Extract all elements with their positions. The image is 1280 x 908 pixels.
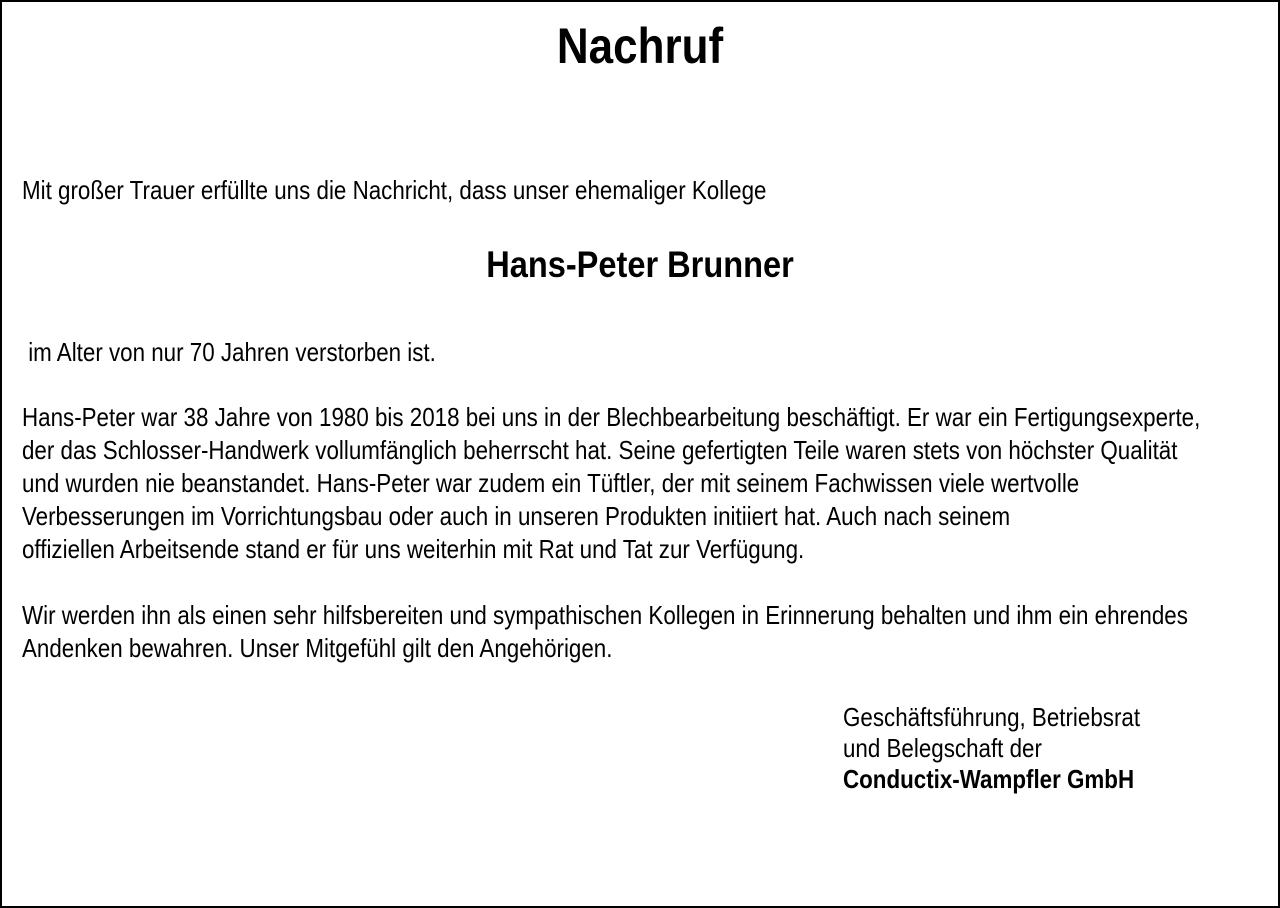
career-line: und wurden nie beanstandet. Hans-Peter war zudem ein Tüftler, der mit seinem Fachwissen viele wertvolle — [22, 468, 1080, 498]
signature-block — [843, 702, 1140, 795]
career-line: der das Schlosser-Handwerk vollumfänglich beherrscht hat. Seine gefertigten Teile waren stets von höchster Qualität — [22, 435, 1178, 465]
career-line: Verbesserungen im Vorrichtungsbau oder auch in unseren Produkten initiiert hat. Auch nach seinem — [22, 501, 1011, 531]
age-text: im Alter von nur 70 Jahren verstorben ist. — [22, 337, 436, 367]
signature-line-1: Geschäftsführung, Betriebsrat — [843, 702, 1141, 732]
signature-line-2: und Belegschaft der — [843, 733, 1042, 763]
deceased-name: Hans-Peter Brunner — [486, 244, 794, 285]
intro-text: Mit großer Trauer erfüllte uns die Nachricht, dass unser ehemaliger Kollege — [22, 175, 767, 205]
notice-title: Nachruf — [556, 18, 724, 74]
company-name: Conductix-Wampfler GmbH — [843, 764, 1135, 794]
career-line: Hans-Peter war 38 Jahre von 1980 bis 2018 bei uns in der Blechbearbeitung beschäftigt. Er war ein Fertigungsexperte, — [22, 402, 1201, 432]
career-paragraph — [22, 401, 1201, 566]
memory-line: Wir werden ihn als einen sehr hilfsbereiten und sympathischen Kollegen in Erinnerung behalten und ihm ein ehrendes — [22, 600, 1188, 630]
career-line: offiziellen Arbeitsende stand er für uns weiterhin mit Rat und Tat zur Verfügung. — [22, 534, 805, 564]
memory-paragraph — [22, 599, 1188, 665]
memory-line: Andenken bewahren. Unser Mitgefühl gilt den Angehörigen. — [22, 633, 613, 663]
